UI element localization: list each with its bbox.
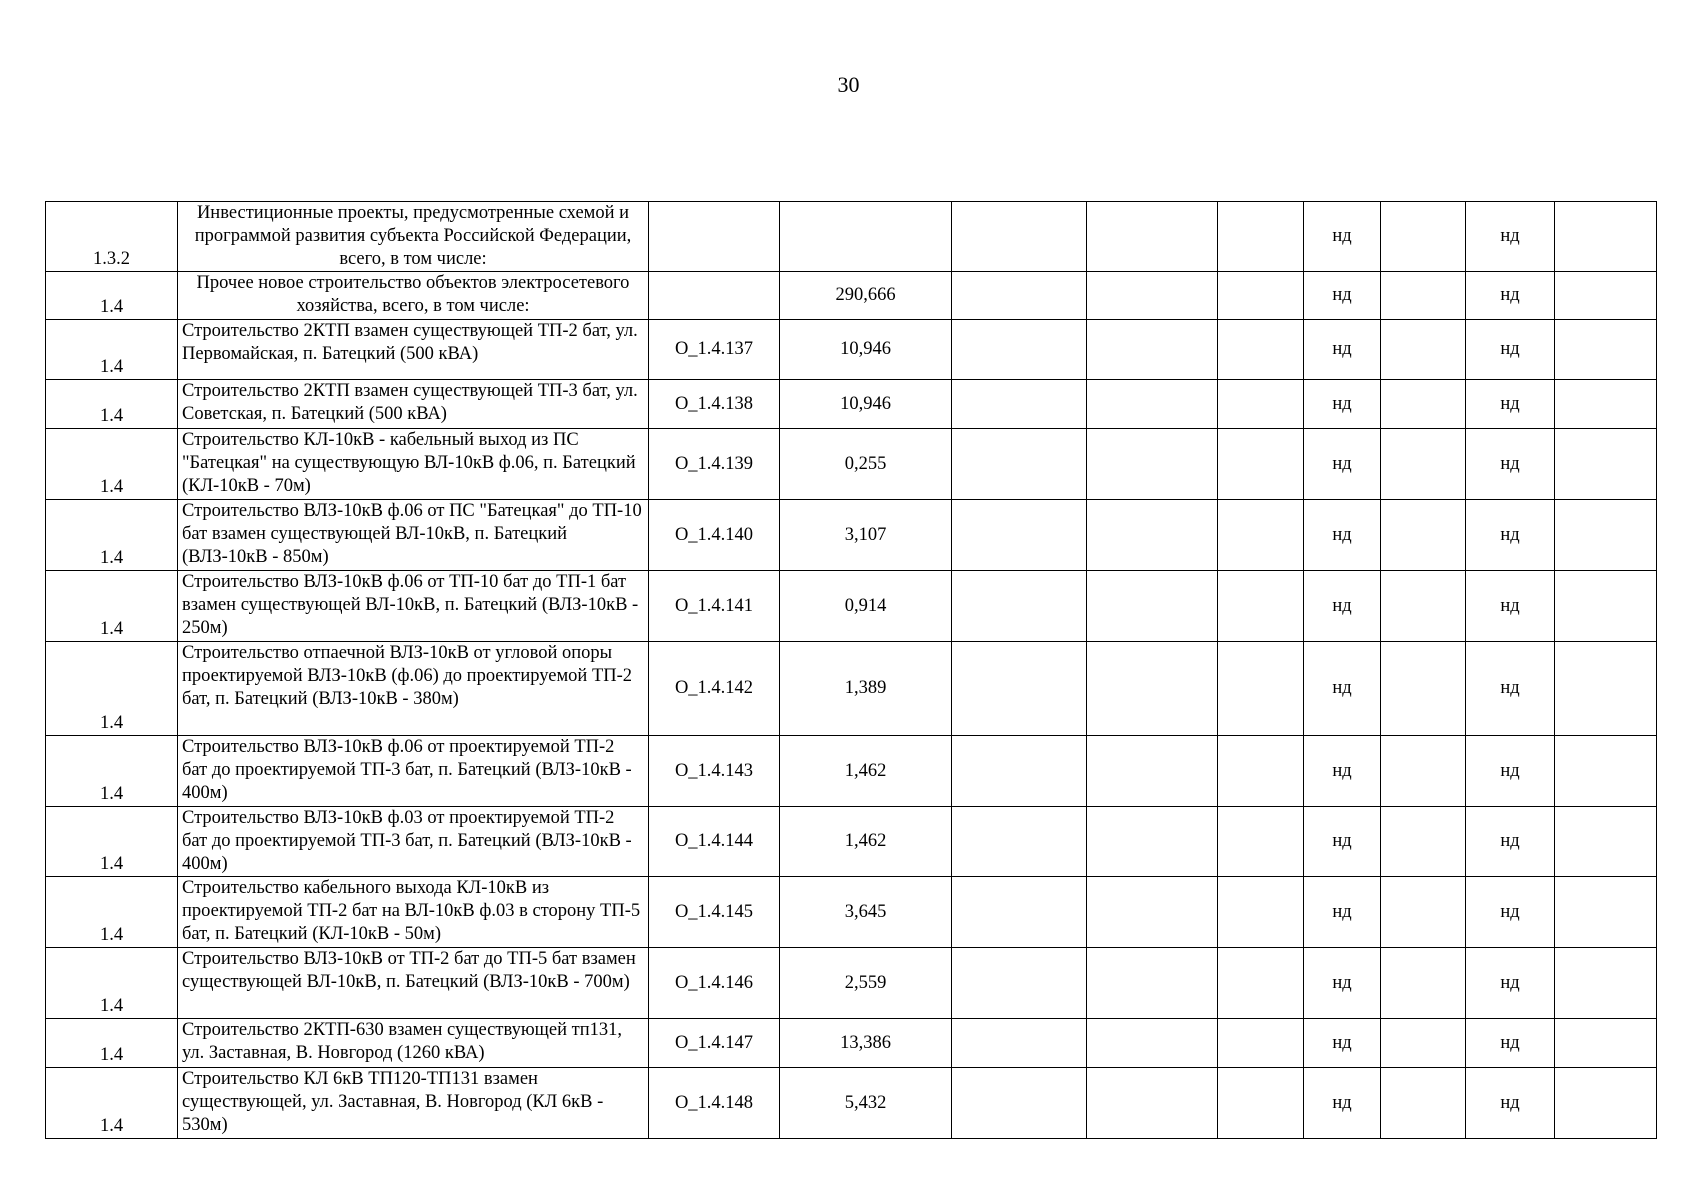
empty-cell [952,571,1087,642]
table-row [46,202,1657,272]
project-code: О_1.4.137 [649,320,780,380]
nd-cell: нд [1304,272,1381,320]
empty-cell [1218,948,1304,1019]
table-row [46,320,1657,380]
project-code: О_1.4.140 [649,500,780,571]
nd-cell: нд [1466,202,1555,272]
project-cost: 3,645 [780,877,952,948]
empty-cell [1087,877,1218,948]
nd-cell: нд [1304,380,1381,429]
table-row [46,642,1657,736]
row-number: 1.4 [46,571,178,642]
empty-cell [1381,736,1466,807]
row-number: 1.4 [46,320,178,380]
project-name: Строительство 2КТП взамен существующей ТП-2 бат, ул. Первомайская, п. Батецкий (500 кВА) [178,320,649,380]
empty-cell [1381,807,1466,877]
empty-cell [952,948,1087,1019]
table-row [46,736,1657,807]
empty-cell [1218,380,1304,429]
project-cost: 1,389 [780,642,952,736]
empty-cell [1555,948,1657,1019]
nd-cell: нд [1304,500,1381,571]
project-cost: 13,386 [780,1019,952,1068]
project-cost: 0,914 [780,571,952,642]
project-code: О_1.4.148 [649,1068,780,1139]
empty-cell [1218,1068,1304,1139]
nd-cell: нд [1304,571,1381,642]
empty-cell [1381,500,1466,571]
row-number: 1.4 [46,380,178,429]
nd-cell: нд [1304,642,1381,736]
row-number: 1.4 [46,877,178,948]
project-name: Строительство ВЛЗ-10кВ ф.06 от ТП-10 бат до ТП-1 бат взамен существующей ВЛ-10кВ, п. Батецкий (ВЛЗ-10кВ - 250м) [178,571,649,642]
project-code: О_1.4.139 [649,429,780,500]
empty-cell [1381,948,1466,1019]
project-name: Строительство КЛ 6кВ ТП120-ТП131 взамен существующей, ул. Заставная, В. Новгород (КЛ 6кВ - 530м) [178,1068,649,1139]
project-cost: 2,559 [780,948,952,1019]
table-row [46,272,1657,320]
empty-cell [1555,272,1657,320]
empty-cell [1087,1068,1218,1139]
table-row [46,877,1657,948]
table-row [46,429,1657,500]
project-code [649,272,780,320]
row-number: 1.4 [46,736,178,807]
empty-cell [1087,736,1218,807]
empty-cell [1381,642,1466,736]
nd-cell: нд [1304,807,1381,877]
nd-cell: нд [1466,948,1555,1019]
empty-cell [1087,571,1218,642]
row-number: 1.4 [46,500,178,571]
empty-cell [1218,272,1304,320]
project-code: О_1.4.143 [649,736,780,807]
empty-cell [1555,320,1657,380]
empty-cell [1381,877,1466,948]
project-code: О_1.4.141 [649,571,780,642]
empty-cell [1087,1019,1218,1068]
empty-cell [1555,1068,1657,1139]
empty-cell [1087,642,1218,736]
empty-cell [952,320,1087,380]
empty-cell [952,272,1087,320]
project-code: О_1.4.146 [649,948,780,1019]
row-number: 1.4 [46,807,178,877]
empty-cell [1555,642,1657,736]
empty-cell [1381,272,1466,320]
project-name: Строительство отпаечной ВЛЗ-10кВ от угловой опоры проектируемой ВЛЗ-10кВ (ф.06) до проектируемой ТП-2 бат, п. Батецкий (ВЛЗ-10кВ - 380м) [178,642,649,736]
project-name: Строительство ВЛЗ-10кВ от ТП-2 бат до ТП-5 бат взамен существующей ВЛ-10кВ, п. Батецкий (ВЛЗ-10кВ - 700м) [178,948,649,1019]
empty-cell [1555,571,1657,642]
empty-cell [1218,1019,1304,1068]
empty-cell [952,380,1087,429]
row-number: 1.4 [46,272,178,320]
row-number: 1.4 [46,642,178,736]
project-name: Строительство 2КТП взамен существующей ТП-3 бат, ул. Советская, п. Батецкий (500 кВА) [178,380,649,429]
empty-cell [1087,948,1218,1019]
empty-cell [952,736,1087,807]
empty-cell [952,1019,1087,1068]
row-number: 1.4 [46,429,178,500]
empty-cell [1555,500,1657,571]
empty-cell [1555,736,1657,807]
project-cost: 290,666 [780,272,952,320]
empty-cell [1381,1019,1466,1068]
table-row [46,1068,1657,1139]
empty-cell [1555,1019,1657,1068]
empty-cell [952,807,1087,877]
empty-cell [1555,877,1657,948]
nd-cell: нд [1304,736,1381,807]
nd-cell: нд [1304,877,1381,948]
project-name: Строительство кабельного выхода КЛ-10кВ из проектируемой ТП-2 бат на ВЛ-10кВ ф.03 в сторону ТП-5 бат, п. Батецкий (КЛ-10кВ - 50м) [178,877,649,948]
nd-cell: нд [1466,1019,1555,1068]
row-number: 1.4 [46,1068,178,1139]
empty-cell [952,877,1087,948]
empty-cell [1381,571,1466,642]
nd-cell: нд [1304,320,1381,380]
nd-cell: нд [1304,948,1381,1019]
empty-cell [1381,1068,1466,1139]
table-row [46,571,1657,642]
project-name: Строительство 2КТП-630 взамен существующей тп131, ул. Заставная, В. Новгород (1260 кВА) [178,1019,649,1068]
nd-cell: нд [1304,1019,1381,1068]
empty-cell [1087,202,1218,272]
empty-cell [1087,429,1218,500]
project-cost [780,202,952,272]
project-code: О_1.4.147 [649,1019,780,1068]
empty-cell [1087,807,1218,877]
empty-cell [1087,380,1218,429]
table-body [46,202,1657,1139]
nd-cell: нд [1304,429,1381,500]
project-cost: 3,107 [780,500,952,571]
nd-cell: нд [1466,736,1555,807]
project-cost: 5,432 [780,1068,952,1139]
empty-cell [1555,807,1657,877]
nd-cell: нд [1466,1068,1555,1139]
project-name: Прочее новое строительство объектов электросетевого хозяйства, всего, в том числе: [178,272,649,320]
empty-cell [1218,202,1304,272]
project-code: О_1.4.138 [649,380,780,429]
nd-cell: нд [1466,500,1555,571]
nd-cell: нд [1304,202,1381,272]
empty-cell [1381,320,1466,380]
empty-cell [952,500,1087,571]
project-name: Строительство ВЛЗ-10кВ ф.06 от ПС "Батецкая" до ТП-10 бат взамен существующей ВЛ-10кВ, п. Батецкий (ВЛЗ-10кВ - 850м) [178,500,649,571]
table-row [46,380,1657,429]
project-cost: 1,462 [780,736,952,807]
project-code: О_1.4.144 [649,807,780,877]
empty-cell [1218,642,1304,736]
project-cost: 10,946 [780,320,952,380]
nd-cell: нд [1466,380,1555,429]
project-cost: 1,462 [780,807,952,877]
empty-cell [1218,571,1304,642]
table-row [46,1019,1657,1068]
empty-cell [1087,272,1218,320]
nd-cell: нд [1466,877,1555,948]
project-cost: 0,255 [780,429,952,500]
project-name: Строительство ВЛЗ-10кВ ф.03 от проектируемой ТП-2 бат до проектируемой ТП-3 бат, п. Батецкий (ВЛЗ-10кВ - 400м) [178,807,649,877]
nd-cell: нд [1466,320,1555,380]
empty-cell [1218,500,1304,571]
page-number: 30 [837,72,860,97]
empty-cell [1218,429,1304,500]
nd-cell: нд [1304,1068,1381,1139]
project-name: Строительство ВЛЗ-10кВ ф.06 от проектируемой ТП-2 бат до проектируемой ТП-3 бат, п. Батецкий (ВЛЗ-10кВ - 400м) [178,736,649,807]
project-code [649,202,780,272]
row-number: 1.4 [46,948,178,1019]
empty-cell [952,642,1087,736]
empty-cell [1381,429,1466,500]
empty-cell [952,1068,1087,1139]
table-row [46,807,1657,877]
investment-projects-table [45,201,1657,1139]
nd-cell: нд [1466,807,1555,877]
table-row [46,948,1657,1019]
project-code: О_1.4.145 [649,877,780,948]
project-code: О_1.4.142 [649,642,780,736]
empty-cell [1381,202,1466,272]
project-name: Строительство КЛ-10кВ - кабельный выход из ПС "Батецкая" на существующую ВЛ-10кВ ф.06, п. Батецкий (КЛ-10кВ - 70м) [178,429,649,500]
nd-cell: нд [1466,429,1555,500]
empty-cell [1218,877,1304,948]
empty-cell [1555,429,1657,500]
table-row [46,500,1657,571]
empty-cell [1555,380,1657,429]
project-cost: 10,946 [780,380,952,429]
empty-cell [952,202,1087,272]
empty-cell [1555,202,1657,272]
empty-cell [1381,380,1466,429]
nd-cell: нд [1466,642,1555,736]
nd-cell: нд [1466,571,1555,642]
project-name: Инвестиционные проекты, предусмотренные схемой и программой развития субъекта Российской Федерации, всего, в том числе: [178,202,649,272]
row-number: 1.4 [46,1019,178,1068]
empty-cell [1218,320,1304,380]
empty-cell [1218,807,1304,877]
empty-cell [952,429,1087,500]
nd-cell: нд [1466,272,1555,320]
empty-cell [1087,500,1218,571]
row-number: 1.3.2 [46,202,178,272]
empty-cell [1087,320,1218,380]
empty-cell [1218,736,1304,807]
